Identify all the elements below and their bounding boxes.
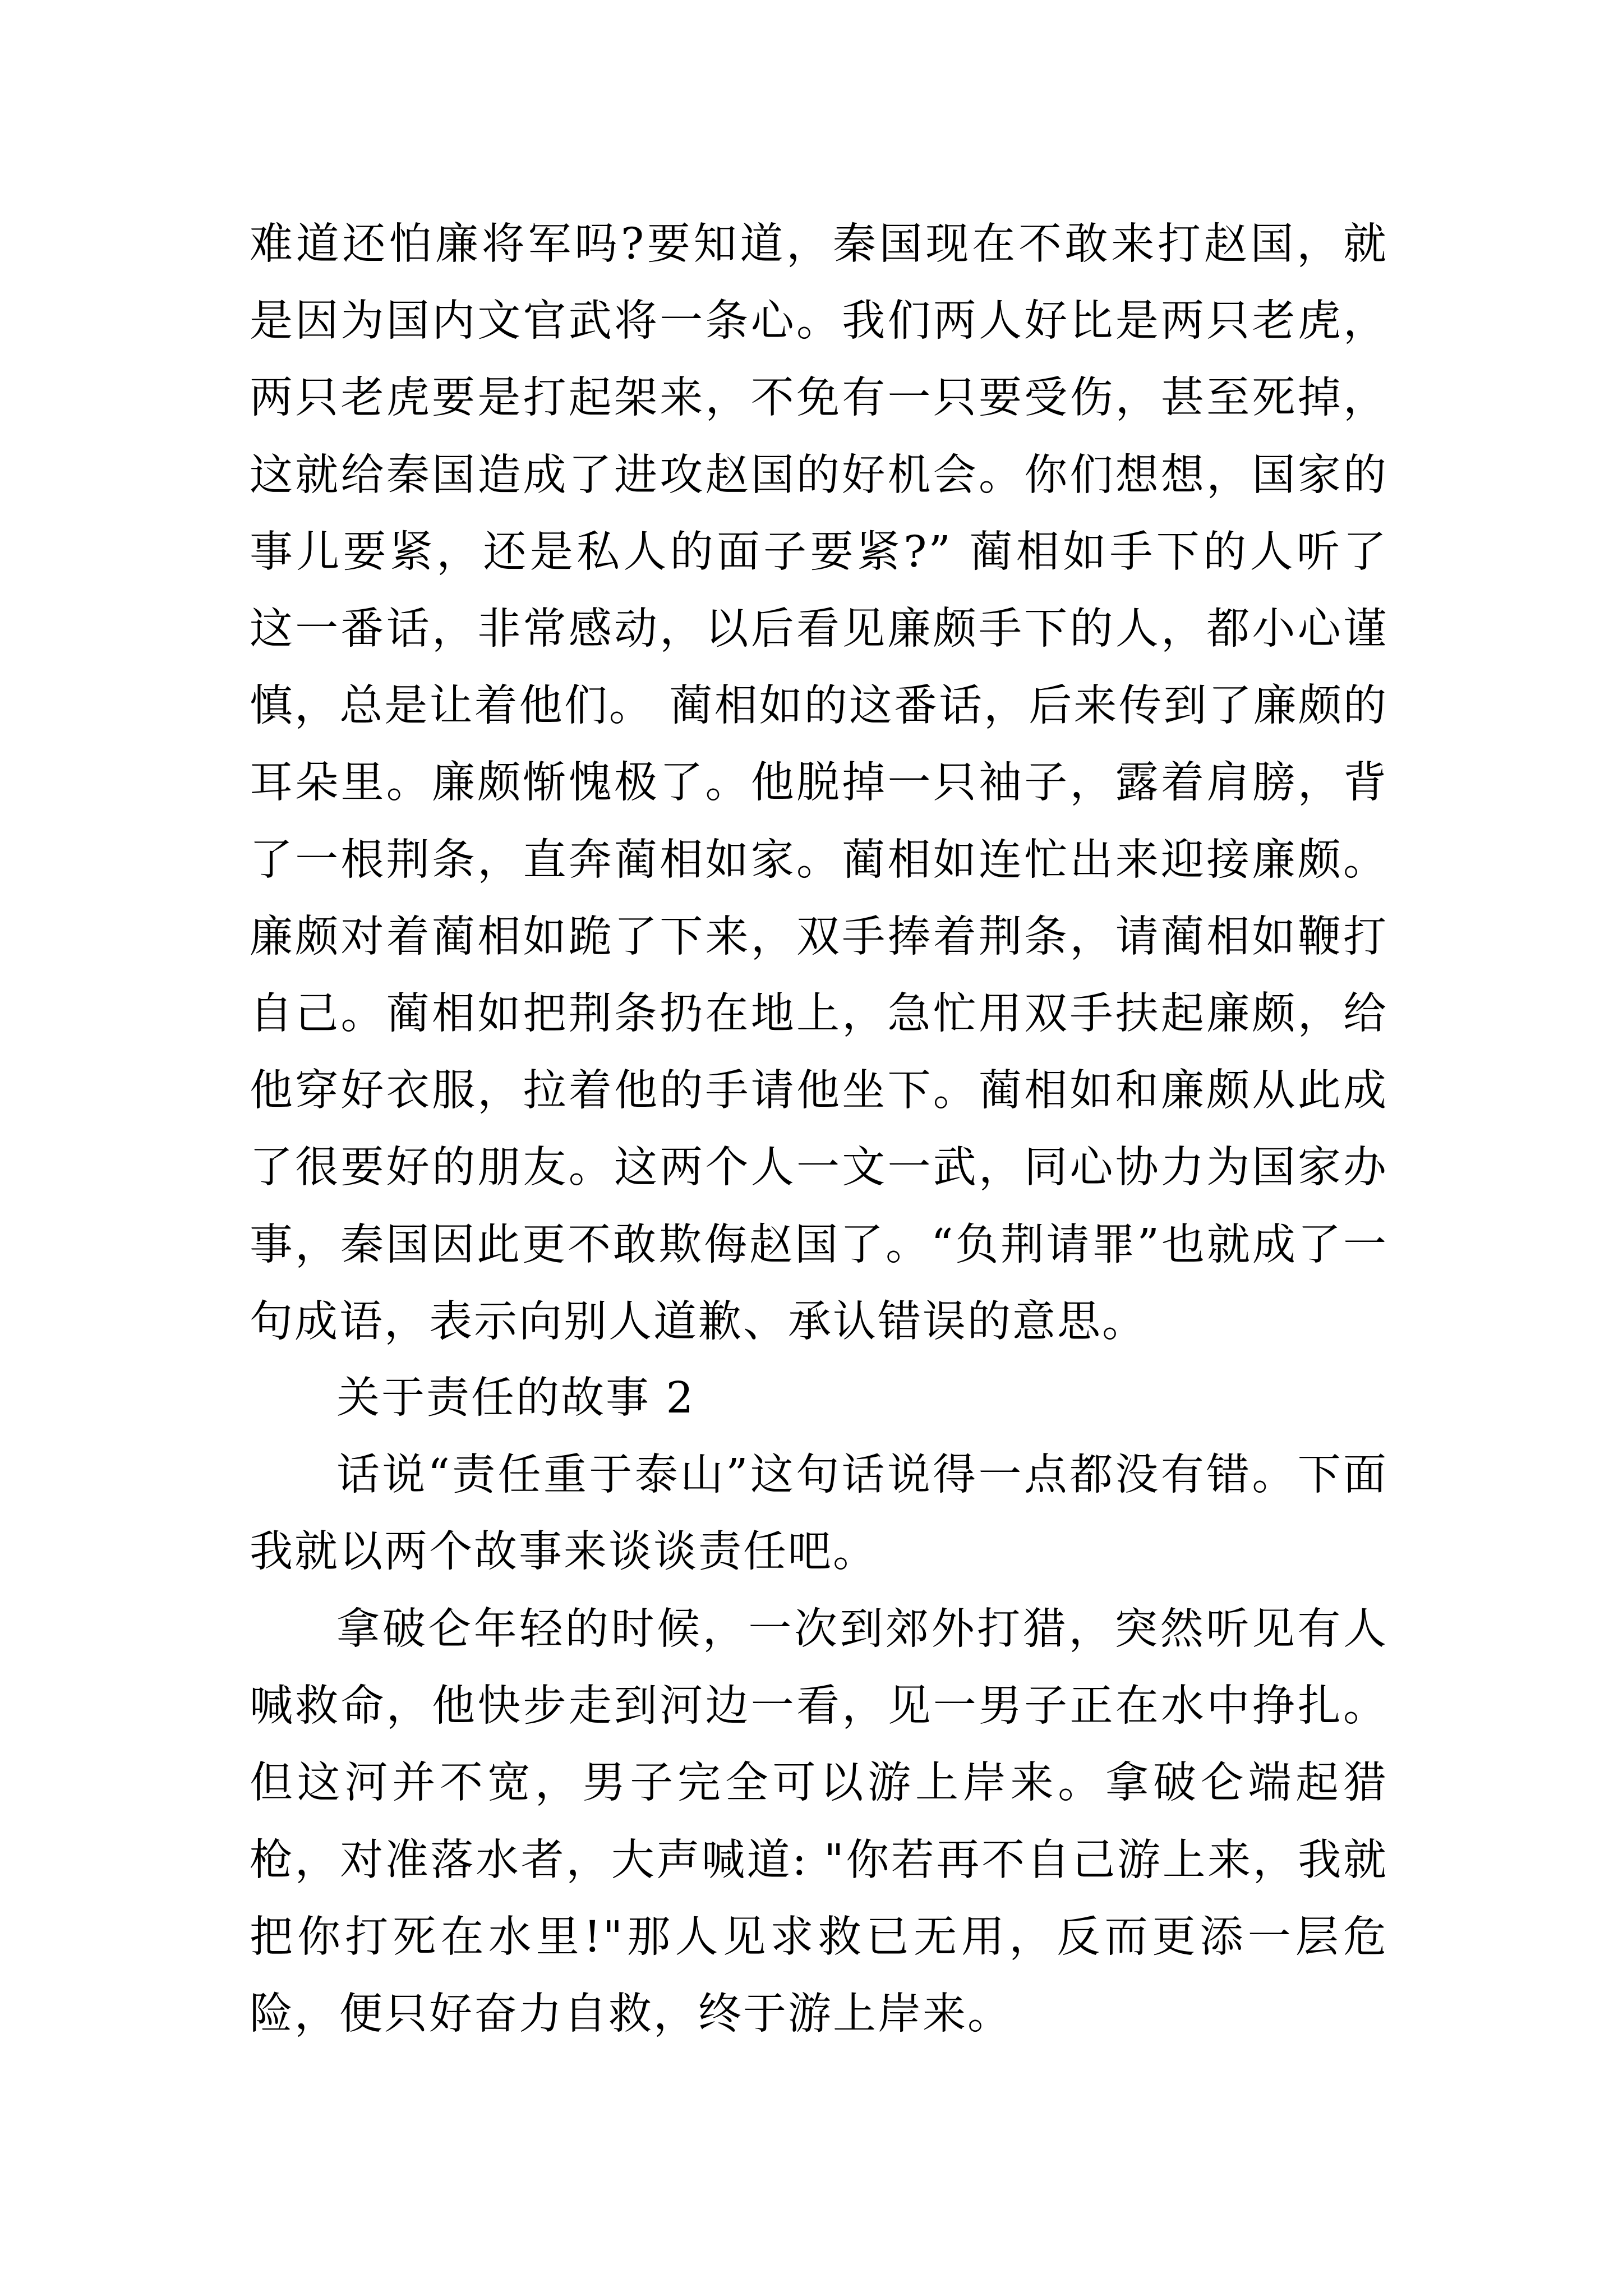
- body-paragraph-1: 难道还怕廉将军吗?要知道，秦国现在不敢来打赵国，就是因为国内文官武将一条心。我们两人好比是两只老虎，两只老虎要是打起架来，不免有一只要受伤，甚至死掉，这就给秦国造成了进攻赵国的好机会。你们想想，国家的事儿要紧，还是私人的面子要紧?” 蔺相如手下的人听了这一番话，非常感动，以后看见廉颇手下的人，都小心谨慎，总是让着他们。 蔺相如的这番话，后来传到了廉颇的耳朵里。廉颇惭愧极了。他脱掉一只袖子，露着肩膀，背了一根荆条，直奔蔺相如家。蔺相如连忙出来迎接廉颇。廉颇对着蔺相如跪了下来，双手捧着荆条，请蔺相如鞭打自己。蔺相如把荆条扔在地上，急忙用双手扶起廉颇，给他穿好衣服，拉着他的手请他坐下。蔺相如和廉颇从此成了很要好的朋友。这两个人一文一武，同心协力为国家办事，秦国因此更不敢欺侮赵国了。“负荆请罪”也就成了一句成语，表示向别人道歉、承认错误的意思。: [250, 219, 1388, 1347]
- body-paragraph-3: 拿破仑年轻的时候，一次到郊外打猎，突然听见有人喊救命，他快步走到河边一看，见一男子正在水中挣扎。但这河并不宽，男子完全可以游上岸来。拿破仑端起猎枪，对准落水者，大声喊道: "你若再不自己游上来，我就把你打死在水里!"那人见求救已无用，反而更添一层危险，便只好奋力自救，终于游上岸来。: [250, 1604, 1388, 2040]
- body-paragraph-2: 话说“责任重于泰山”这句话说得一点都没有错。下面我就以两个故事来谈谈责任吧。: [250, 1450, 1388, 1577]
- section-heading: 关于责任的故事 2: [336, 1373, 695, 1423]
